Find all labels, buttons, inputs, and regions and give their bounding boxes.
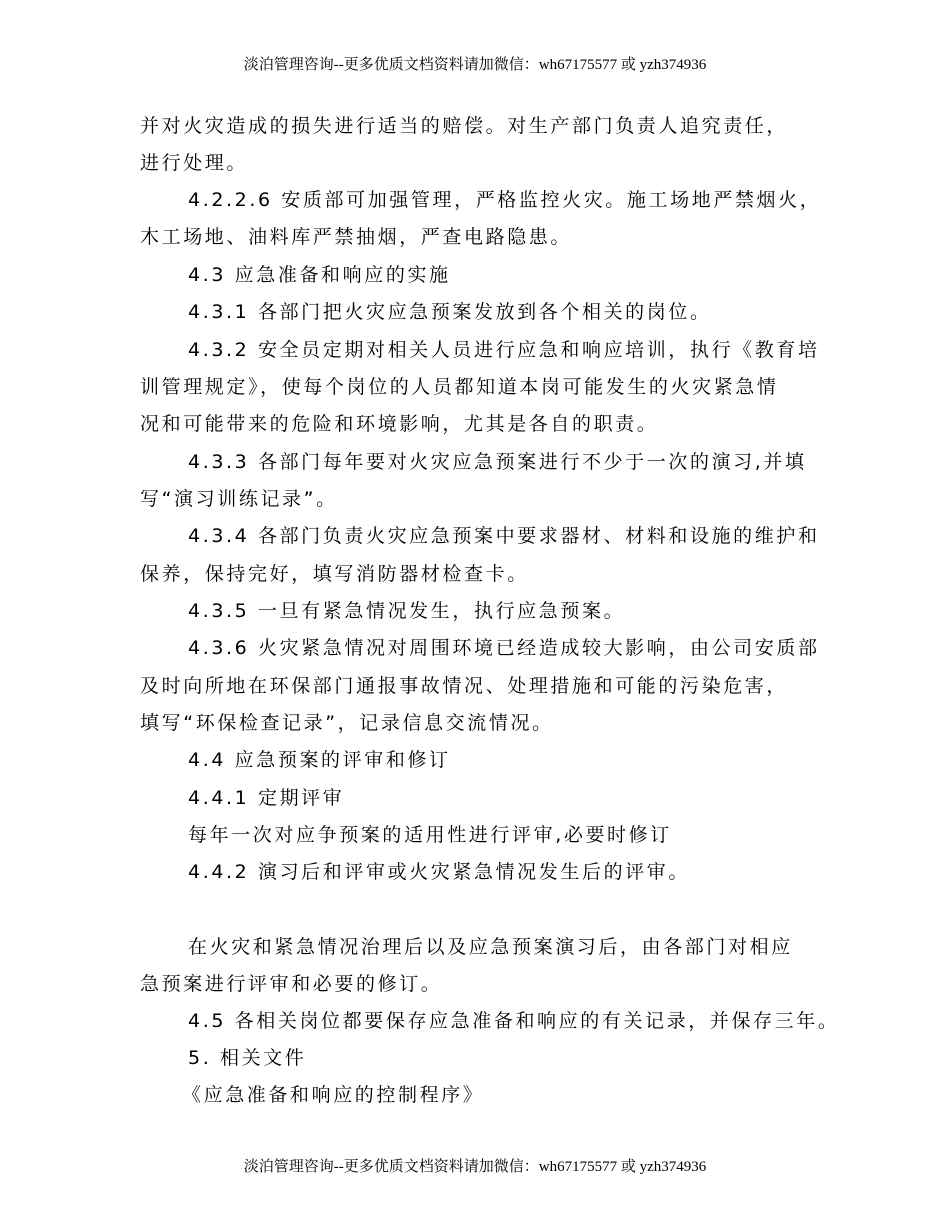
section-4-4-2: 4.4.2 演习后和评审或火灾紧急情况发生后的评审。 — [188, 861, 690, 883]
section-4-3-6: 4.3.6 火灾紧急情况对周围环境已经造成较大影响，由公司安质部 — [188, 637, 820, 659]
paragraph-line: 木工场地、油料库严禁抽烟，严查电路隐患。 — [140, 226, 573, 248]
section-4-3-2: 4.3.2 安全员定期对相关人员进行应急和响应培训，执行《教育培 — [188, 339, 820, 361]
paragraph-line: 及时向所地在环保部门通报事故情况、处理措施和可能的污染危害， — [140, 675, 789, 697]
paragraph-line: 急预案进行评审和必要的修订。 — [140, 973, 443, 995]
section-4-4-1: 4.4.1 定期评审 — [188, 787, 345, 809]
section-4-3-3: 4.3.3 各部门每年要对火灾应急预案进行不少于一次的演习,并填 — [188, 451, 807, 473]
paragraph-line: 在火灾和紧急情况治理后以及应急预案演习后，由各部门对相应 — [188, 936, 793, 958]
paragraph-line: 进行处理。 — [140, 152, 249, 174]
section-heading-4-3: 4.3 应急准备和响应的实施 — [188, 264, 451, 286]
related-document-title: 《应急准备和响应的控制程序》 — [182, 1084, 485, 1106]
paragraph-line: 况和可能带来的危险和环境影响，尤其是各自的职责。 — [140, 413, 659, 435]
paragraph-line: 并对火灾造成的损失进行适当的赔偿。对生产部门负责人追究责任， — [140, 115, 789, 137]
paragraph-line: 训管理规定》，使每个岗位的人员都知道本岗可能发生的火灾紧急情 — [140, 376, 779, 398]
section-heading-5: 5. 相关文件 — [188, 1047, 307, 1069]
paragraph-line: 写“演习训练记录”。 — [140, 488, 338, 510]
section-4-2-2-6: 4.2.2.6 安质部可加强管理，严格监控火灾。施工场地严禁烟火， — [188, 189, 822, 211]
section-4-5: 4.5 各相关岗位都要保存应急准备和响应的有关记录，并保存三年。 — [188, 1010, 840, 1032]
paragraph-line: 保养，保持完好，填写消防器材检查卡。 — [140, 563, 529, 585]
page-footer: 淡泊管理咨询--更多优质文档资料请加微信：wh67175577 或 yzh374936 — [243, 1159, 707, 1175]
section-4-3-5: 4.3.5 一旦有紧急情况发生，执行应急预案。 — [188, 600, 626, 622]
paragraph-line: 每年一次对应争预案的适用性进行评审,必要时修订 — [188, 824, 672, 846]
page-header: 淡泊管理咨询--更多优质文档资料请加微信：wh67175577 或 yzh374936 — [243, 57, 707, 73]
section-4-3-1: 4.3.1 各部门把火灾应急预案发放到各个相关的岗位。 — [188, 301, 712, 323]
section-heading-4-4: 4.4 应急预案的评审和修订 — [188, 749, 451, 771]
section-4-3-4: 4.3.4 各部门负责火灾应急预案中要求器材、材料和设施的维护和 — [188, 525, 820, 547]
paragraph-line: 填写“环保检查记录”，记录信息交流情况。 — [140, 712, 554, 734]
